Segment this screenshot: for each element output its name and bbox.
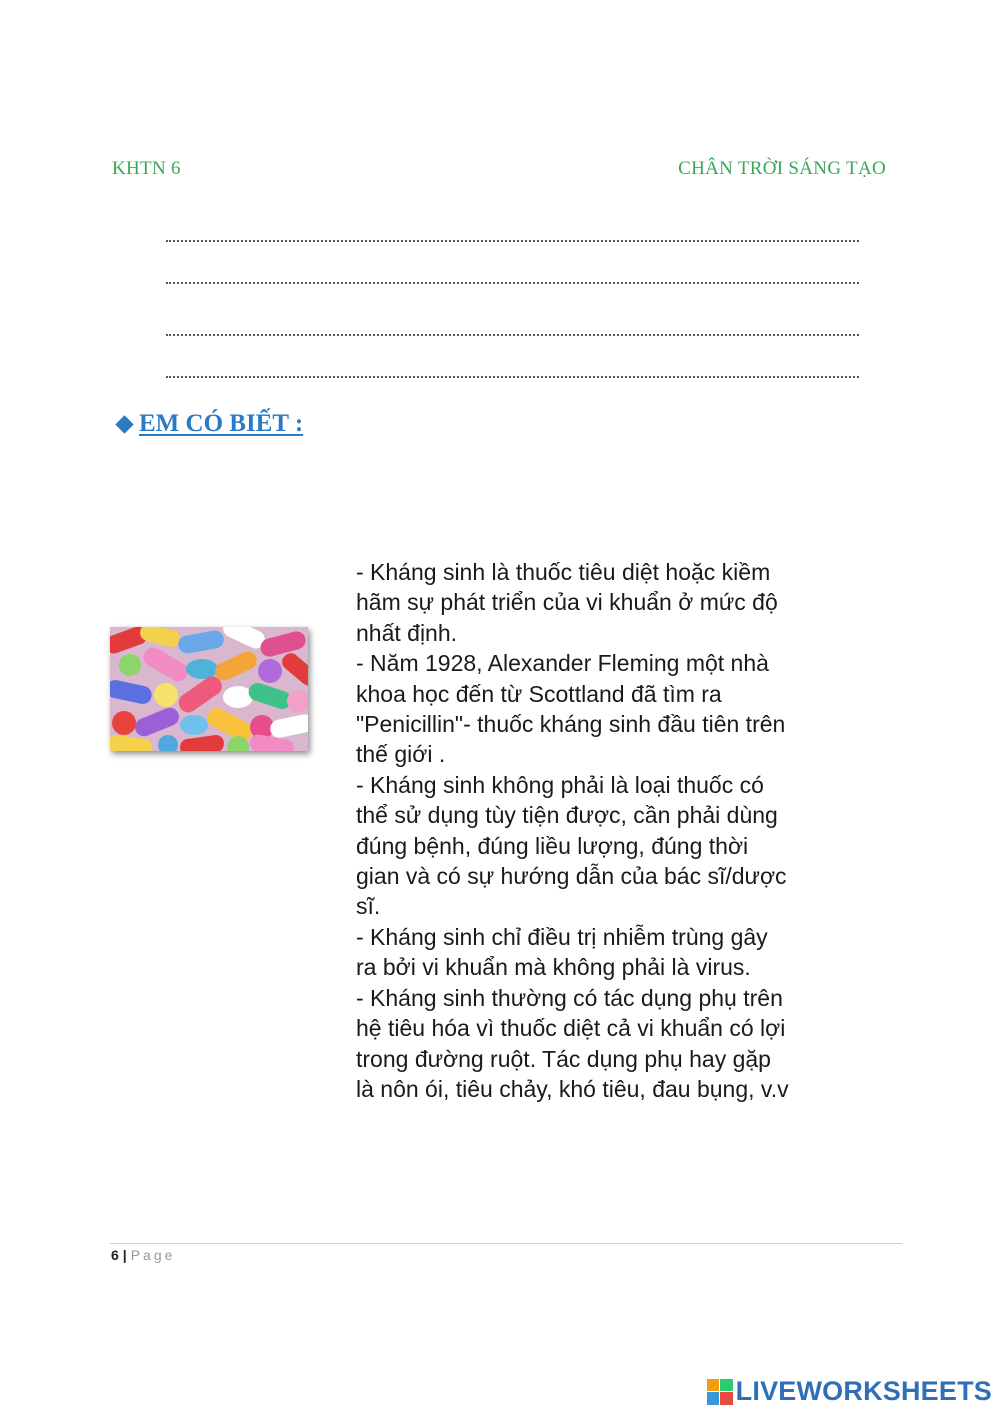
- info-line: sĩ.: [356, 893, 381, 920]
- info-line: thế giới .: [356, 741, 446, 768]
- section-title: EM CÓ BIẾT :: [139, 410, 304, 437]
- info-line: khoa học đến từ Scottland đã tìm ra: [356, 680, 722, 707]
- did-you-know-text: [356, 557, 876, 1104]
- header-subject: KHTN 6: [112, 158, 181, 179]
- info-line: thể sử dụng tùy tiện được, cần phải dùng: [356, 802, 778, 829]
- diamond-bullet-icon: [115, 415, 133, 433]
- brand-name: LIVEWORKSHEETS: [735, 1376, 992, 1406]
- info-line: "Penicillin"- thuốc kháng sinh đầu tiên trên: [356, 711, 786, 738]
- header-publisher: CHÂN TRỜI SÁNG TẠO: [678, 158, 886, 179]
- info-line: - Kháng sinh chỉ điều trị nhiễm trùng gây: [356, 923, 768, 950]
- page-number: 6: [111, 1247, 119, 1263]
- pills-icon: [110, 627, 308, 751]
- info-line: gian và có sự hướng dẫn của bác sĩ/dược: [356, 863, 787, 890]
- liveworksheets-brand[interactable]: [707, 1376, 992, 1407]
- answer-line-2[interactable]: [166, 282, 859, 284]
- info-line: ra bởi vi khuẩn mà không phải là virus.: [356, 954, 751, 981]
- info-line: nhất định.: [356, 619, 458, 646]
- info-line: hãm sự phát triển của vi khuẩn ở mức độ: [356, 589, 778, 616]
- section-heading: [116, 410, 303, 438]
- info-line: là nôn ói, tiêu chảy, khó tiêu, đau bụng, v.v: [356, 1075, 789, 1102]
- liveworksheets-logo-icon: [707, 1379, 733, 1405]
- pills-image: [110, 627, 308, 751]
- answer-line-1[interactable]: [166, 240, 859, 242]
- answer-line-4[interactable]: [166, 376, 859, 378]
- answer-line-3[interactable]: [166, 334, 859, 336]
- page-footer: [111, 1247, 175, 1263]
- info-line: trong đường ruột. Tác dụng phụ hay gặp: [356, 1045, 771, 1072]
- page-separator: |: [122, 1247, 127, 1263]
- footer-divider: [110, 1243, 902, 1244]
- info-line: - Kháng sinh thường có tác dụng phụ trên: [356, 984, 783, 1011]
- info-line: hệ tiêu hóa vì thuốc diệt cả vi khuẩn có lợi: [356, 1015, 786, 1042]
- info-line: - Kháng sinh là thuốc tiêu diệt hoặc kiềm: [356, 559, 771, 585]
- info-line: - Kháng sinh không phải là loại thuốc có: [356, 771, 764, 798]
- page-label: Page: [130, 1247, 176, 1263]
- info-line: - Năm 1928, Alexander Fleming một nhà: [356, 650, 769, 677]
- info-line: đúng bệnh, đúng liều lượng, đúng thời: [356, 832, 749, 859]
